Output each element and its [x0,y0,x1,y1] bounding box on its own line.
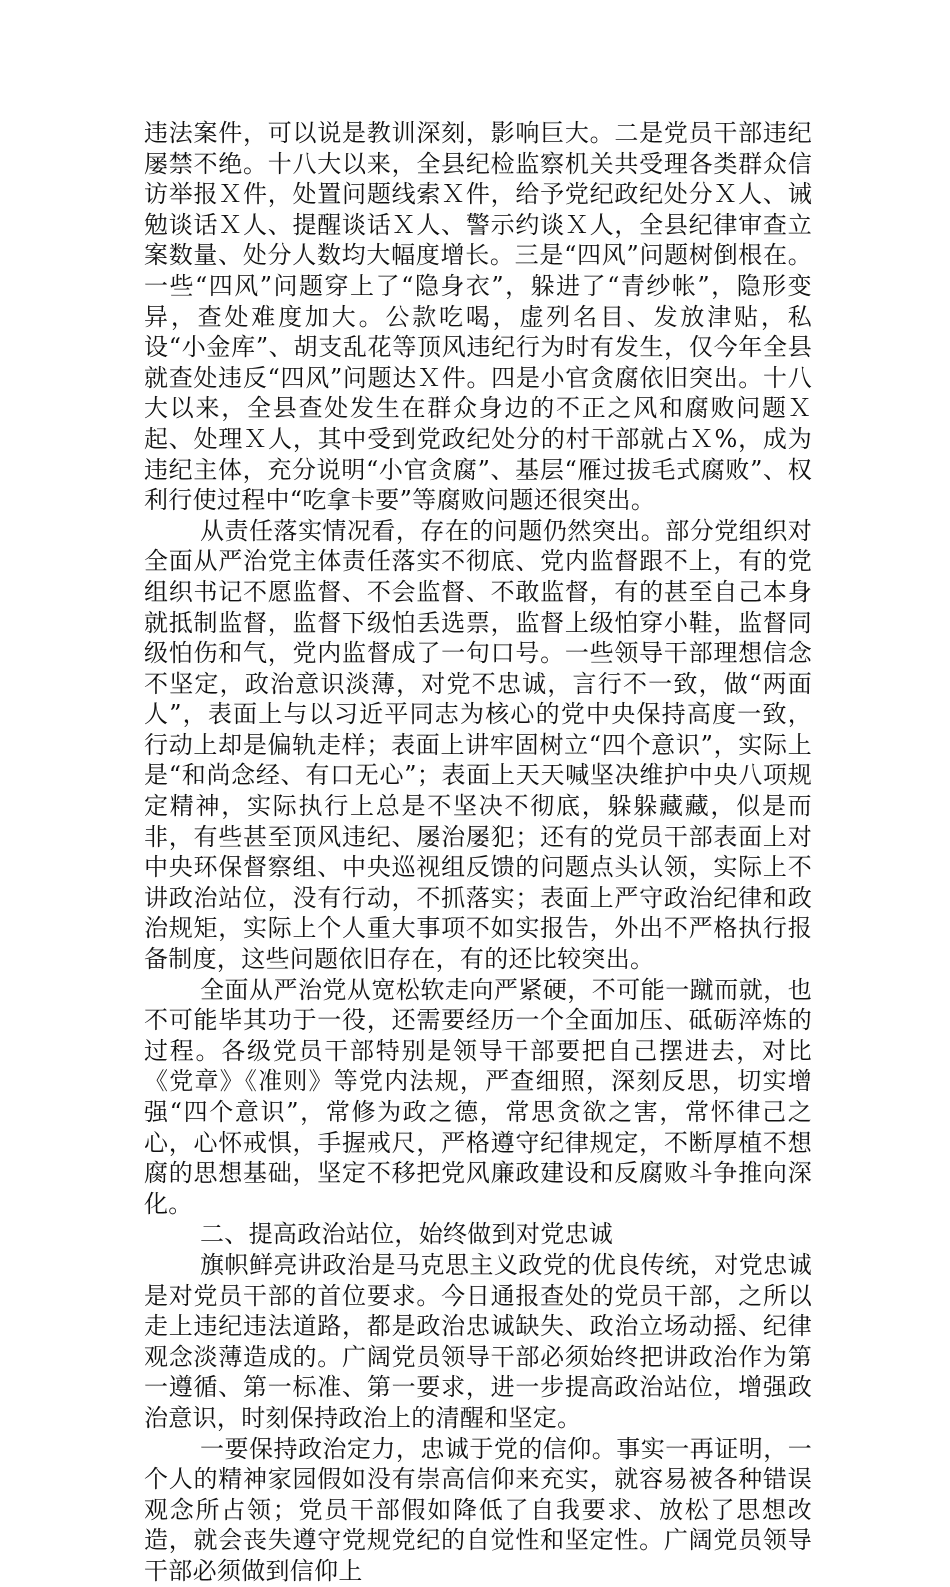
paragraph-1: 违法案件，可以说是教训深刻，影响巨大。二是党员干部违纪屡禁不绝。十八大以来，全县纪检监察机关共受理各类群众信访举报Ｘ件，处置问题线索Ｘ件，给予党纪政纪处分Ｘ人、诫勉谈话Ｘ人、提醒谈话Ｘ人、警示约谈Ｘ人，全县纪律审查立案数量、处分人数均大幅度增长。三是“四风”问题树倒根在。一些“四风”问题穿上了“隐身衣”，躲进了“青纱帐”，隐形变异，查处难度加大。公款吃喝，虚列名目、发放津贴，私设“小金库”、胡支乱花等顶风违纪行为时有发生，仅今年全县就查处违反“四风”问题达Ｘ件。四是小官贪腐依旧突出。十八大以来，全县查处发生在群众身边的不正之风和腐败问题Ｘ起、处理Ｘ人，其中受到党政纪处分的村干部就占Ｘ%，成为违纪主体，充分说明“小官贪腐”、基层“雁过拔毛式腐败”、权利行使过程中“吃拿卡要”等腐败问题还很突出。 [144,119,812,515]
paragraph-2: 从责任落实情况看，存在的问题仍然突出。部分党组织对全面从严治党主体责任落实不彻底、党内监督跟不上，有的党组织书记不愿监督、不会监督、不敢监督，有的甚至自己本身就抵制监督，监督下级怕丢选票，监督上级怕穿小鞋，监督同级怕伤和气，党内监督成了一句口号。一些领导干部理想信念不坚定，政治意识淡薄，对党不忠诚，言行不一致，做“两面人”，表面上与以习近平同志为核心的党中央保持高度一致，行动上却是偏轨走样；表面上讲牢固树立“四个意识”，实际上是“和尚念经、有口无心”；表面上天天喊坚决维护中央八项规定精神，实际执行上总是不坚决不彻底，躲躲藏藏，似是而非，有些甚至顶风违纪、屡治屡犯；还有的党员干部表面上对中央环保督察组、中央巡视组反馈的问题点头认领，实际上不讲政治站位，没有行动，不抓落实；表面上严守政治纪律和政治规矩，实际上个人重大事项不如实报告，外出不严格执行报备制度，这些问题依旧存在，有的还比较突出。 [144,516,812,974]
paragraph-3: 全面从严治党从宽松软走向严紧硬，不可能一蹴而就，也不可能毕其功于一役，还需要经历一个全面加压、砥砺淬炼的过程。各级党员干部特别是领导干部要把自己摆进去，对比《党章》《准则》等党内法规，严查细照，深刻反思，切实增强“四个意识”，常修为政之德，常思贪欲之害，常怀律己之心，心怀戒惧，手握戒尺，严格遵守纪律规定，不断厚植不想腐的思想基础，坚定不移把党风廉政建设和反腐败斗争推向深化。 [144,975,812,1218]
paragraph-5: 一要保持政治定力，忠诚于党的信仰。事实一再证明，一个人的精神家园假如没有崇高信仰来充实，就容易被各种错误观念所占领；党员干部假如降低了自我要求、放松了思想改造，就会丧失遵守党规党纪的自觉性和坚定性。广阔党员领导干部必须做到信仰上 [144,1434,812,1585]
document-body [144,118,812,1587]
paragraph-4: 旗帜鲜亮讲政治是马克思主义政党的优良传统，对党忠诚是对党员干部的首位要求。今日通报查处的党员干部，之所以走上违纪违法道路，都是政治忠诚缺失、政治立场动摇、纪律观念淡薄造成的。广阔党员领导干部必须始终把讲政治作为第一遵循、第一标准、第一要求，进一步提高政治站位，增强政治意识，时刻保持政治上的清醒和坚定。 [144,1250,812,1432]
section-heading: 二、提高政治站位，始终做到对党忠诚 [200,1220,614,1249]
